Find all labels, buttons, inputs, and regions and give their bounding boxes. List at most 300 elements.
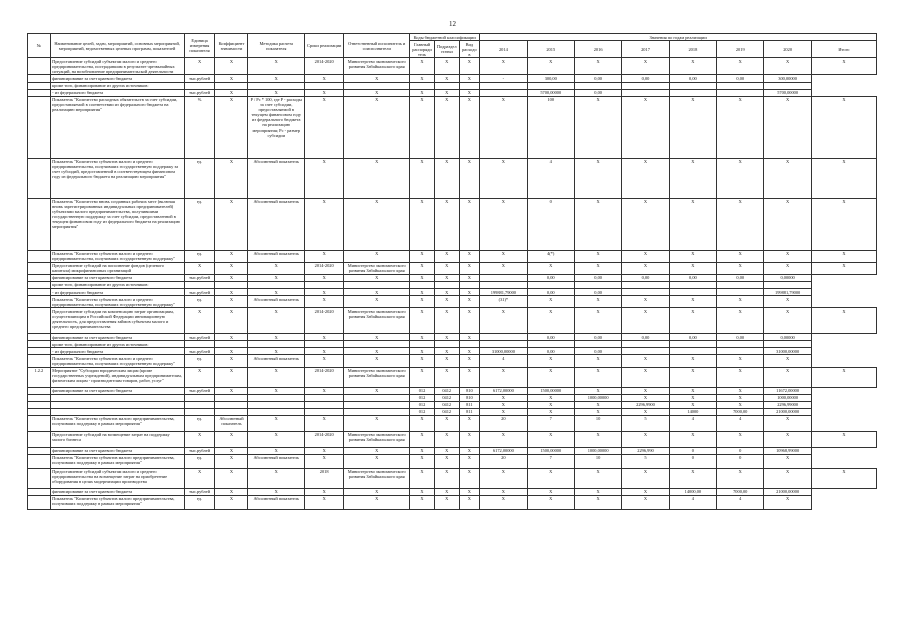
table-cell: X [459,89,480,96]
table-cell: 6172,00000 [480,387,527,394]
table-cell: 810 [459,387,480,394]
table-cell: 199881,79000 [764,289,811,296]
table-cell [622,89,669,96]
table-cell [434,82,459,89]
table-cell: 1500,00000 [527,387,574,394]
header-year: 2015 [527,41,574,58]
table-cell: X [811,58,876,75]
table-cell [305,408,344,415]
table-cell: X [215,262,248,274]
table-cell: X [480,262,527,274]
header-responsible: Ответственный исполнитель и соисполнители [344,34,410,58]
table-cell: X [574,468,621,488]
table-cell: X [764,454,811,468]
table-cell: X [669,250,716,262]
table-cell: ед. [184,495,215,509]
table-cell: X [574,158,621,198]
table-cell: X [434,274,459,281]
row-name-cell: кроме того, финансирование из других источников: [50,281,184,288]
table-cell: X [305,415,344,431]
row-name-cell: Показатель "Количество вновь созданных рабочих мест (включая вновь зарегистрированных индивидуальных предпринимателей) субъектами малого предпринимательства, получившими государственную поддержку за счет субсидии, предоставленной в текущем финансовом году из федерального бюджета на реализацию мероприятия" [50,198,184,250]
table-cell: Абсолютный показатель [248,296,305,308]
table-row [28,387,877,394]
table-cell: X [669,367,716,387]
table-cell: X [527,296,574,308]
table-cell: X [669,355,716,367]
table-cell: X [717,198,764,250]
table-cell [410,341,435,348]
table-cell: 0,00000 [764,334,811,341]
table-cell: X [480,431,527,447]
table-cell: X [215,348,248,355]
table-cell: 2014-2020 [305,431,344,447]
row-name-cell: Показатель "Количество субъектов малого и среднего предпринимательства, получивших государственную поддержку за счет субсидий, предоставленной в соответствующем финансовом году из федерального бюджета на реализацию мероприятия" [50,158,184,198]
row-number-cell [28,447,51,454]
table-cell: 0,00 [622,75,669,82]
table-cell: X [215,488,248,495]
table-cell: X [622,58,669,75]
table-cell [574,341,621,348]
table-cell: X [574,250,621,262]
table-cell [480,82,527,89]
row-name-cell: Предоставление субсидий на пополнение фондов (целевого капитала) микрофинансовых организаций [50,262,184,274]
table-cell: X [305,447,344,454]
table-cell: X [184,468,215,488]
row-number-cell [28,341,51,348]
header-year: 2019 [717,41,764,58]
table-cell [215,394,248,401]
row-name-cell: финансирование за счет краевого бюджета [50,488,184,495]
table-cell: 6172,00000 [480,447,527,454]
table-cell: 4 [669,415,716,431]
table-cell: X [410,58,435,75]
table-cell: X [344,415,410,431]
table-cell: 4 [669,495,716,509]
table-cell: X [669,431,716,447]
table-cell: 300,00 [527,75,574,82]
table-row [28,488,877,495]
table-cell [248,281,305,288]
table-cell: X [574,431,621,447]
table-cell: Абсолютный показатель [248,198,305,250]
table-cell [184,82,215,89]
table-cell: ед. [184,158,215,198]
table-cell: Абсолютный показатель [248,495,305,509]
table-cell: X [669,158,716,198]
table-row [28,334,877,341]
row-number-cell [28,454,51,468]
table-cell: X [410,334,435,341]
table-cell: ед. [184,250,215,262]
table-cell: X [215,334,248,341]
table-cell: X [215,367,248,387]
table-cell [305,394,344,401]
table-cell [622,341,669,348]
table-cell: X [248,488,305,495]
table-cell: X [248,415,305,431]
table-cell [344,401,410,408]
header-year: 2020 [764,41,811,58]
row-name-cell: Показатель "Количество субъектов малого и среднего предпринимательства, получивших государственную поддержку" [50,296,184,308]
table-cell: X [410,348,435,355]
table-cell: X [622,495,669,509]
table-cell: X [811,158,876,198]
table-cell: X [410,262,435,274]
table-cell: 2014-2020 [305,367,344,387]
table-cell: X [434,431,459,447]
table-cell: 31000,00000 [764,348,811,355]
table-row [28,495,877,509]
table-cell: X [410,158,435,198]
row-name-cell: финансирование за счет краевого бюджета [50,447,184,454]
table-cell [717,289,764,296]
table-cell: X [434,308,459,334]
table-cell: X [622,296,669,308]
row-number-cell [28,281,51,288]
table-cell: X [248,262,305,274]
table-cell: 0,00 [622,334,669,341]
table-cell [305,401,344,408]
table-cell: 7000,00 [717,488,764,495]
table-row [28,308,877,334]
table-cell: X [215,468,248,488]
table-cell: X [527,262,574,274]
table-cell: X [215,355,248,367]
table-cell: Министерство экономического развития Забайкальского края [344,58,410,75]
table-cell: X [248,431,305,447]
table-cell: X [410,367,435,387]
table-cell: X [410,198,435,250]
table-cell: % [184,96,215,158]
table-row [28,408,877,415]
table-cell [764,341,811,348]
table-cell: X [215,89,248,96]
table-cell [480,341,527,348]
table-cell: X [622,408,669,415]
table-cell: X [215,58,248,75]
table-row [28,415,877,431]
table-cell: X [574,408,621,415]
table-cell: X [717,401,764,408]
table-cell: X [434,296,459,308]
table-cell: X [717,296,764,308]
table-cell: X [459,289,480,296]
table-cell: X [184,58,215,75]
table-cell: X [410,495,435,509]
table-cell [527,341,574,348]
table-cell: X [434,334,459,341]
table-cell [717,341,764,348]
table-cell: X [622,355,669,367]
table-cell: 10968,99000 [764,447,811,454]
table-row [28,431,877,447]
table-cell: (31)* [480,296,527,308]
table-cell: 012 [410,401,435,408]
table-cell: X [459,468,480,488]
table-cell: X [344,447,410,454]
table-cell: 1500,00000 [527,447,574,454]
table-cell: X [622,250,669,262]
table-cell: Министерство экономического развития Забайкальского края [344,431,410,447]
table-cell: X [184,262,215,274]
table-cell: 14000,00 [669,488,716,495]
row-name-cell: Показатель "Количество субъектов малого предпринимательства, получивших поддержку в рамках мероприятия" [50,415,184,431]
table-cell: X [215,387,248,394]
table-cell: 4 [480,355,527,367]
table-cell: X [811,308,876,334]
table-row [28,262,877,274]
table-cell: 0,00 [669,334,716,341]
table-cell: X [717,355,764,367]
table-cell: ед. [184,454,215,468]
table-cell [184,408,215,415]
row-name-cell: - из федерального бюджета [50,289,184,296]
table-cell [215,82,248,89]
row-name-cell: финансирование за счет краевого бюджета [50,75,184,82]
table-cell [622,289,669,296]
table-cell [669,82,716,89]
table-cell: тыс.рублей [184,334,215,341]
table-cell: X [215,296,248,308]
table-cell: 0412 [434,408,459,415]
table-cell: X [669,198,716,250]
table-cell: X [480,394,527,401]
table-cell: X [410,274,435,281]
table-cell: 7000,00 [717,408,764,415]
table-cell: 11672,00000 [764,387,811,394]
table-cell [527,82,574,89]
table-cell: X [410,75,435,82]
table-cell: X [215,495,248,509]
table-cell: 012 [410,394,435,401]
table-cell: X [344,488,410,495]
table-cell: X [480,408,527,415]
table-cell: X [574,401,621,408]
table-cell: X [410,468,435,488]
table-cell: Министерство экономического развития Забайкальского края [344,262,410,274]
table-cell: X [344,296,410,308]
table-row [28,341,877,348]
row-number-cell [28,431,51,447]
table-cell: 0,00 [574,289,621,296]
table-cell: 012 [410,387,435,394]
table-cell: X [215,447,248,454]
table-row [28,158,877,198]
table-cell: X [215,158,248,198]
table-cell: 0412 [434,387,459,394]
table-cell: 0,00 [527,289,574,296]
table-cell: X [434,415,459,431]
header-expense-type: Вид расходов [459,41,480,58]
table-cell [574,281,621,288]
table-cell [717,348,764,355]
table-cell: X [811,468,876,488]
table-cell: X [622,488,669,495]
table-cell [574,82,621,89]
table-cell: X [215,250,248,262]
table-cell: X [434,289,459,296]
table-cell [527,281,574,288]
table-cell: 2014-2020 [305,308,344,334]
table-cell: X [527,308,574,334]
table-cell: X [459,96,480,158]
table-cell [717,281,764,288]
row-number-cell [28,82,51,89]
table-cell: X [215,431,248,447]
table-cell [215,408,248,415]
table-cell: X [480,401,527,408]
table-cell [184,394,215,401]
table-cell: X [344,355,410,367]
table-cell: X [574,58,621,75]
table-cell [305,82,344,89]
table-cell: 0,00 [527,334,574,341]
table-cell: X [344,387,410,394]
header-coefficient: Коэффициент значимости [215,34,248,58]
table-cell: Министерство экономического развития Забайкальского края [344,468,410,488]
table-cell [764,82,811,89]
table-cell: ед. [184,198,215,250]
table-cell: X [248,75,305,82]
header-grbs: Главный распорядитель [410,41,435,58]
row-number-cell [28,387,51,394]
table-cell [248,341,305,348]
table-cell: X [574,308,621,334]
table-cell [434,341,459,348]
table-cell: Абсолютный показатель [215,415,248,431]
row-name-cell [50,401,184,408]
table-cell: X [248,468,305,488]
row-number-cell [28,488,51,495]
header-year: 2018 [669,41,716,58]
table-cell: X [459,308,480,334]
table-cell: тыс.рублей [184,75,215,82]
table-cell: 0,00 [717,75,764,82]
row-name-cell: Предоставление субсидии на компенсацию затрат организациям, осуществляющим в Российской Федерации инновационную деятельность, для предоставления займов субъектам малого и среднего предпринимательства [50,308,184,334]
table-cell: X [622,96,669,158]
table-cell: X [248,348,305,355]
table-cell: X [669,308,716,334]
table-cell [717,89,764,96]
table-cell: 2296,99000 [764,401,811,408]
table-cell: X [811,367,876,387]
table-cell: X [717,367,764,387]
table-cell: 100 [527,96,574,158]
table-cell: X [305,158,344,198]
table-cell: 811 [459,401,480,408]
table-cell: X [669,387,716,394]
table-cell: X [434,488,459,495]
table-cell: X [248,289,305,296]
table-row [28,75,877,82]
row-name-cell [50,394,184,401]
table-cell: 4 [527,158,574,198]
table-cell: X [410,355,435,367]
table-cell: X [574,355,621,367]
header-year: 2014 [480,41,527,58]
table-cell: X [248,334,305,341]
table-cell: 4 [717,495,764,509]
table-cell: X [480,468,527,488]
row-number-cell [28,96,51,158]
table-cell: X [459,334,480,341]
table-cell [184,401,215,408]
table-cell: X [764,198,811,250]
table-cell: 14000 [669,408,716,415]
table-cell: X [459,262,480,274]
table-cell: X [459,274,480,281]
table-cell: X [764,355,811,367]
table-cell [215,281,248,288]
table-cell: X [344,89,410,96]
table-cell: X [305,274,344,281]
table-cell: 2014-2020 [305,58,344,75]
table-cell: 5 [622,454,669,468]
table-cell: X [764,250,811,262]
row-number-cell [28,274,51,281]
table-cell [669,348,716,355]
header-method: Методика расчета показателя [248,34,305,58]
table-cell [344,394,410,401]
table-cell: X [811,431,876,447]
table-cell: 0,00 [717,334,764,341]
table-cell: X [764,158,811,198]
table-cell: X [764,431,811,447]
table-cell: X [305,296,344,308]
table-cell: X [459,75,480,82]
table-cell: X [434,348,459,355]
row-number-cell [28,296,51,308]
table-cell: X [434,447,459,454]
table-cell [480,89,527,96]
table-cell: 810 [459,394,480,401]
table-cell: X [248,387,305,394]
table-cell: 2014-2020 [305,262,344,274]
table-cell: X [480,308,527,334]
table-cell: X [344,289,410,296]
table-cell: X [344,495,410,509]
table-cell: X [527,367,574,387]
table-cell: X [305,495,344,509]
table-cell: X [811,198,876,250]
header-values-group: Значения по годам реализации [480,34,877,41]
table-cell: X [459,454,480,468]
table-cell [305,341,344,348]
table-cell: X [669,58,716,75]
header-subsection: Подраздел статьи [434,41,459,58]
table-cell [344,408,410,415]
table-row [28,468,877,488]
table-cell: X [764,367,811,387]
table-cell: X [184,308,215,334]
table-cell: X [669,394,716,401]
table-cell: 0,00 [574,348,621,355]
table-cell: X [574,96,621,158]
table-cell: X [459,495,480,509]
table-cell: X [434,58,459,75]
table-cell [434,281,459,288]
table-row [28,250,877,262]
table-cell: X [434,355,459,367]
page-number: 12 [449,20,456,28]
table-cell: 21000,00000 [764,408,811,415]
table-cell: X [811,262,876,274]
table-row [28,454,877,468]
table-cell: X [527,488,574,495]
table-cell: X [459,198,480,250]
table-cell: 0,00 [574,75,621,82]
table-cell: X [410,250,435,262]
